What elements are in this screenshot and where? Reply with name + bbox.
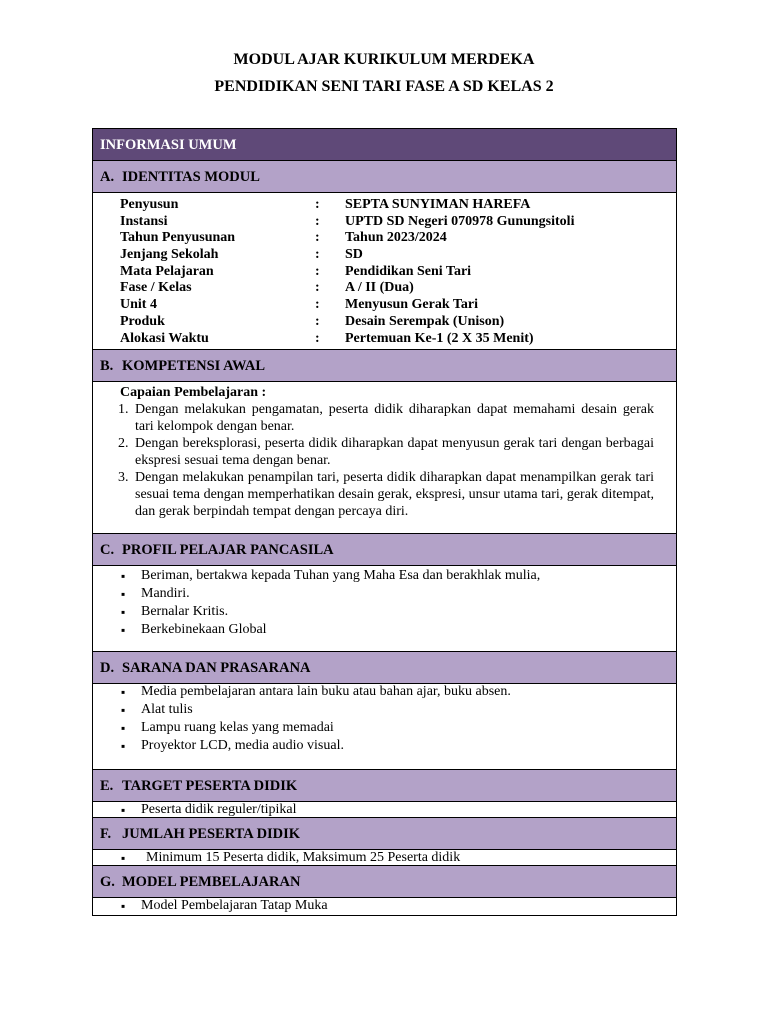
- capaian-number: 1.: [118, 402, 129, 418]
- identitas-separator: :: [315, 330, 320, 346]
- list-item: [121, 622, 676, 640]
- list-item: [121, 738, 676, 756]
- section-d-header: [93, 652, 676, 684]
- identitas-value: UPTD SD Negeri 070978 Gunungsitoli: [345, 213, 575, 229]
- section-e-letter: E.: [100, 778, 114, 795]
- informasi-umum-header: INFORMASI UMUM: [93, 129, 676, 161]
- square-bullet-icon: [121, 604, 141, 622]
- identitas-separator: :: [315, 197, 320, 212]
- capaian-item: [120, 469, 654, 520]
- capaian-text: Dengan melakukan pengamatan, peserta didik diharapkan dapat memahami desain gerak tari kelompok dengan benar.: [135, 402, 654, 435]
- list-item-text: Mandiri.: [141, 585, 190, 601]
- section-a-letter: A.: [100, 169, 115, 185]
- identitas-modul-body: [93, 193, 676, 350]
- identitas-row: [120, 280, 676, 297]
- identitas-row: [120, 214, 676, 231]
- capaian-text: Dengan bereksplorasi, peserta didik diharapkan dapat menyusun gerak tari dengan berbagai ekspresi sesuai tema dengan benar.: [135, 436, 654, 469]
- section-f-header: [93, 818, 676, 850]
- section-d-heading: SARANA DAN PRASARANA: [122, 660, 311, 677]
- list-item: [121, 604, 676, 622]
- list-item: [121, 684, 676, 702]
- identitas-key: Unit 4: [120, 297, 157, 313]
- document-title: MODUL AJAR KURIKULUM MERDEKA: [233, 51, 535, 68]
- identitas-row: [120, 230, 676, 247]
- section-g-letter: G.: [100, 874, 115, 891]
- square-bullet-icon: [121, 702, 141, 720]
- identitas-separator: :: [315, 313, 320, 329]
- section-c-header: [93, 534, 676, 566]
- identitas-separator: :: [315, 230, 320, 246]
- identitas-key: Produk: [120, 313, 165, 329]
- identitas-key: Instansi: [120, 213, 168, 229]
- section-c-heading: PROFIL PELAJAR PANCASILA: [122, 542, 334, 559]
- section-f-heading: JUMLAH PESERTA DIDIK: [122, 826, 301, 843]
- capaian-item: [120, 401, 654, 435]
- section-e-heading: TARGET PESERTA DIDIK: [122, 778, 298, 795]
- list-item-text: Bernalar Kritis.: [141, 603, 229, 619]
- capaian-number: 3.: [118, 470, 129, 486]
- model-pembelajaran-list: [93, 898, 676, 915]
- list-item-text: Alat tulis: [141, 701, 193, 717]
- list-item-text: Berkebinekaan Global: [141, 621, 267, 637]
- section-g-heading: MODEL PEMBELAJARAN: [122, 874, 301, 891]
- section-f-letter: F.: [100, 826, 112, 843]
- identitas-key: Jenjang Sekolah: [120, 247, 219, 263]
- profil-pelajar-list: [93, 566, 676, 652]
- section-b-letter: B.: [100, 358, 114, 375]
- section-b-heading: KOMPETENSI AWAL: [122, 358, 266, 375]
- identitas-key: Tahun Penyusunan: [120, 230, 236, 246]
- identitas-row: [120, 314, 676, 331]
- capaian-text: Dengan melakukan penampilan tari, peserta didik diharapkan dapat menampilkan gerak tari sesuai tema dengan memperhatikan desain gerak, ekspresi, unsur utama tari, gerak ditempat, dan gerak berpindah tempat dengan percaya diri.: [135, 470, 654, 520]
- list-item: [121, 898, 676, 916]
- section-a-heading: IDENTITAS MODUL: [122, 169, 260, 185]
- identitas-value: SEPTA SUNYIMAN HAREFA: [345, 197, 531, 212]
- square-bullet-icon: [121, 568, 141, 586]
- document-subtitle: PENDIDIKAN SENI TARI FASE A SD KELAS 2: [214, 78, 554, 95]
- list-item-text: Proyektor LCD, media audio visual.: [141, 737, 344, 753]
- kompetensi-awal-body: [93, 382, 676, 534]
- section-b-header: [93, 350, 676, 382]
- section-d-letter: D.: [100, 660, 115, 677]
- list-item: [121, 568, 676, 586]
- identitas-row: [120, 331, 676, 348]
- identitas-value: SD: [345, 247, 363, 263]
- list-item: [121, 702, 676, 720]
- identitas-key: Mata Pelajaran: [120, 263, 214, 279]
- identitas-key: Fase / Kelas: [120, 280, 192, 296]
- identitas-separator: :: [315, 247, 320, 263]
- square-bullet-icon: [121, 684, 141, 702]
- square-bullet-icon: [121, 586, 141, 604]
- capaian-item: [120, 435, 654, 469]
- capaian-number: 2.: [118, 436, 129, 452]
- identitas-value: A / II (Dua): [345, 280, 414, 296]
- sarana-prasarana-list: [93, 684, 676, 770]
- square-bullet-icon: [121, 622, 141, 640]
- module-table: [92, 128, 677, 916]
- square-bullet-icon: [121, 720, 141, 738]
- identitas-value: Menyusun Gerak Tari: [345, 297, 479, 313]
- list-item-text: Beriman, bertakwa kepada Tuhan yang Maha Esa dan berakhlak mulia,: [141, 568, 541, 584]
- identitas-row: [120, 247, 676, 264]
- list-item: [121, 586, 676, 604]
- identitas-separator: :: [315, 297, 320, 313]
- list-item: [121, 720, 676, 738]
- section-e-header: [93, 770, 676, 802]
- list-item-text: Minimum 15 Peserta didik, Maksimum 25 Peserta didik: [146, 850, 461, 866]
- identitas-value: Pendidikan Seni Tari: [345, 263, 472, 279]
- identitas-value: Pertemuan Ke-1 (2 X 35 Menit): [345, 330, 534, 346]
- identitas-key: Penyusun: [120, 197, 179, 212]
- list-item-text: Peserta didik reguler/tipikal: [141, 802, 297, 818]
- identitas-value: Tahun 2023/2024: [345, 230, 447, 246]
- target-peserta-list: [93, 802, 676, 818]
- square-bullet-icon: [121, 738, 141, 756]
- jumlah-peserta-list: [93, 850, 676, 866]
- identitas-separator: :: [315, 263, 320, 279]
- section-g-header: [93, 866, 676, 898]
- list-item-text: Media pembelajaran antara lain buku atau bahan ajar, buku absen.: [141, 684, 511, 700]
- section-c-letter: C.: [100, 542, 115, 559]
- capaian-pembelajaran-label: Capaian Pembelajaran :: [120, 385, 267, 401]
- identitas-row: [120, 264, 676, 281]
- identitas-separator: :: [315, 213, 320, 229]
- identitas-row: [120, 297, 676, 314]
- identitas-value: Desain Serempak (Unison): [345, 313, 505, 329]
- identitas-separator: :: [315, 280, 320, 296]
- list-item-text: Lampu ruang kelas yang memadai: [141, 719, 334, 735]
- section-a-header: [93, 161, 676, 193]
- list-item-text: Model Pembelajaran Tatap Muka: [141, 898, 328, 914]
- identitas-row: [120, 197, 676, 214]
- identitas-key: Alokasi Waktu: [120, 330, 209, 346]
- capaian-list: [120, 401, 654, 520]
- square-bullet-icon: [121, 898, 141, 916]
